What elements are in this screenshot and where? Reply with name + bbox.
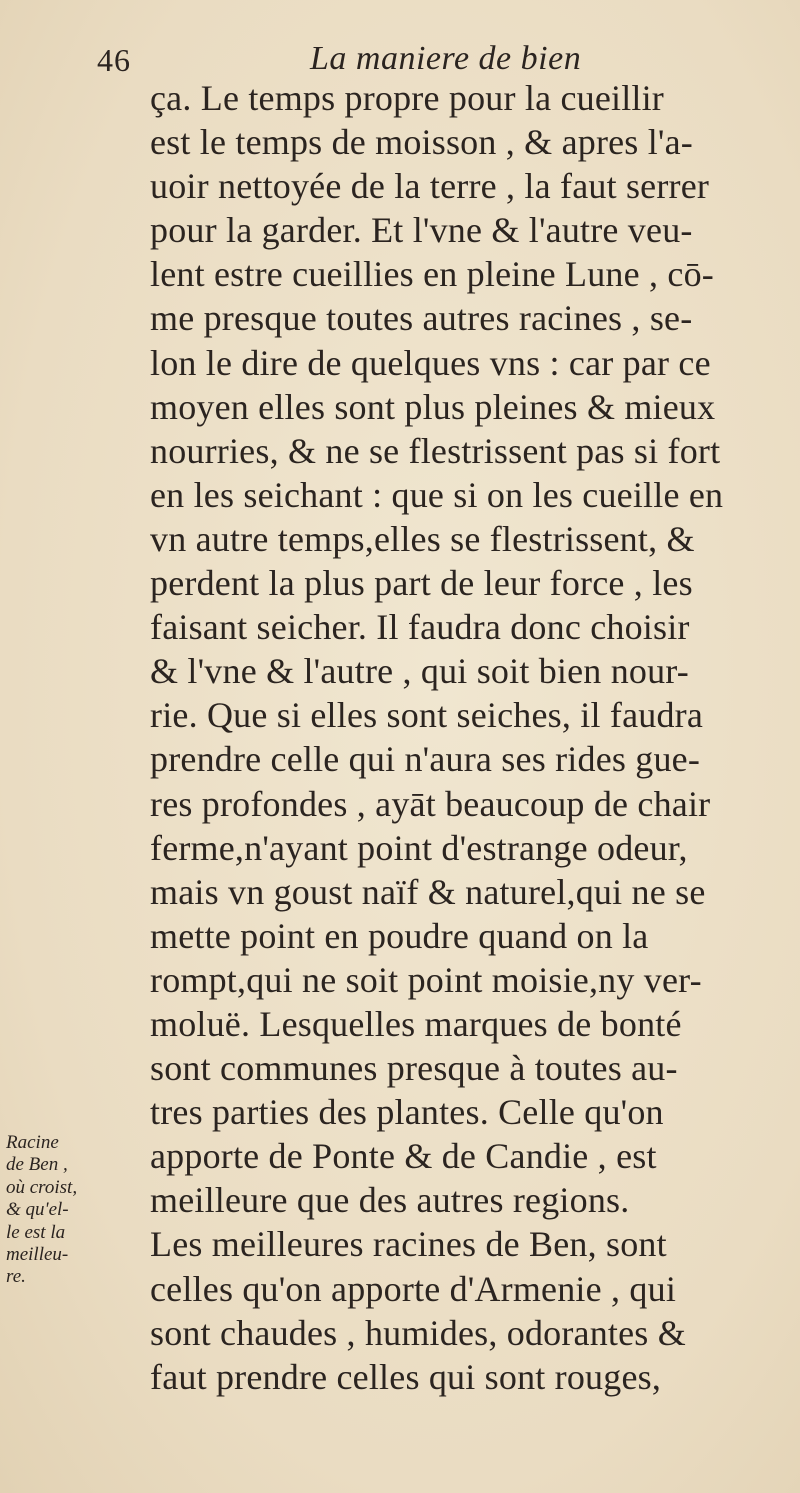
text-line: ferme,n'ayant point d'estrange odeur, <box>150 827 688 868</box>
text-line: faut prendre celles qui sont rouges, <box>150 1356 662 1397</box>
text-line: mette point en poudre quand on la <box>150 915 649 956</box>
text-line: rompt,qui ne soit point moisie,ny ver- <box>150 959 702 1000</box>
margin-note-line: le est la <box>6 1221 66 1243</box>
text-line: faisant seicher. Il faudra donc choisir <box>150 607 690 648</box>
text-line: perdent la plus part de leur force , les <box>150 563 693 604</box>
margin-note-line: Racine <box>6 1132 59 1153</box>
text-line: tres parties des plantes. Celle qu'on <box>150 1092 664 1133</box>
text-line: lent estre cueillies en pleine Lune , cō- <box>150 254 714 295</box>
text-line: mais vn goust naïf & naturel,qui ne se <box>150 871 706 912</box>
text-line: moyen elles sont plus pleines & mieux <box>150 386 716 427</box>
text-line: est le temps de moisson , & apres l'a- <box>150 122 693 163</box>
text-line: me presque toutes autres racines , se- <box>150 298 693 339</box>
text-line: vn autre temps,elles se flestrissent, & <box>150 518 695 559</box>
text-line: & l'vne & l'autre , qui soit bien nour- <box>150 651 689 692</box>
text-line: nourries, & ne se flestrissent pas si fort <box>150 430 721 471</box>
text-line: res profondes , ayāt beaucoup de chair <box>150 783 711 824</box>
text-line: prendre celle qui n'aura ses rides gue- <box>150 739 701 780</box>
text-line: en les seichant : que si on les cueille en <box>150 474 724 515</box>
text-line: Les meilleures racines de Ben, sont <box>150 1224 667 1265</box>
running-head: La maniere de bien <box>310 40 582 77</box>
text-line: moluë. Lesquelles marques de bonté <box>150 1003 682 1044</box>
text-line: uoir nettoyée de la terre , la faut serrer <box>150 166 710 207</box>
body-text <box>150 76 790 1399</box>
page-number: 46 <box>97 42 131 78</box>
text-line: sont chaudes , humides, odorantes & <box>150 1312 686 1353</box>
margin-note-line: & qu'el- <box>6 1199 69 1221</box>
text-line: lon le dire de quelques vns : car par ce <box>150 342 711 383</box>
text-line: celles qu'on apporte d'Armenie , qui <box>150 1268 677 1309</box>
text-line: sont communes presque à toutes au- <box>150 1048 678 1089</box>
text-line: ça. Le temps propre pour la cueillir <box>150 78 664 118</box>
text-line: pour la garder. Et l'vne & l'autre veu- <box>150 210 693 251</box>
marginal-note <box>6 1132 124 1289</box>
text-line: apporte de Ponte & de Candie , est <box>150 1136 657 1177</box>
text-line: meilleure que des autres regions. <box>150 1180 630 1221</box>
margin-note-line: où croist, <box>6 1176 78 1198</box>
margin-note-line: de Ben , <box>6 1154 68 1176</box>
margin-note-line: meilleu- <box>6 1243 69 1265</box>
text-line: rie. Que si elles sont seiches, il faudra <box>150 695 704 736</box>
margin-note-line: re. <box>6 1266 26 1288</box>
